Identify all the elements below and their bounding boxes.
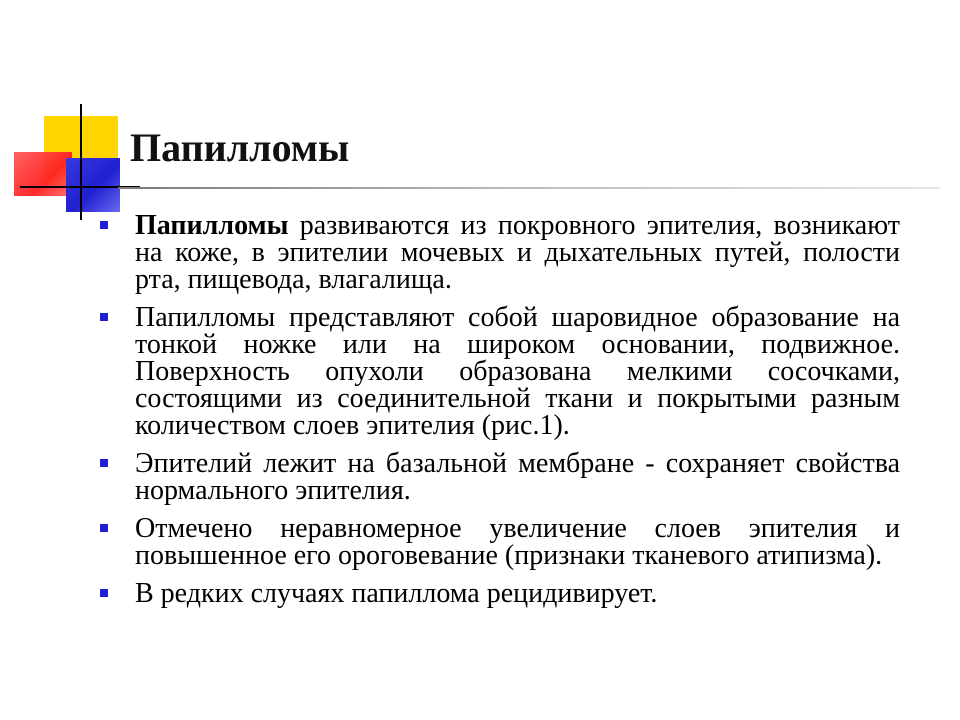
square-bullet-icon bbox=[100, 459, 108, 467]
slide-title: Папилломы bbox=[130, 125, 350, 170]
bullet-lead-term: Папилломы bbox=[135, 210, 289, 241]
bullet-item bbox=[100, 450, 900, 504]
square-bullet-icon bbox=[100, 589, 108, 597]
bullet-text: Папилломы представляют собой шаровидное образование на тонкой ножке или на широком основании, подвижное. Поверхность опухоли образована мелкими сосочками, состоящими из соединительной ткани и покрытыми разным количеством слоев эпителия (рис.1). bbox=[135, 302, 900, 441]
square-bullet-icon bbox=[100, 221, 108, 229]
bullet-text: Отмечено неравномерное увеличение слоев эпителия и повышенное его ороговевание (признаки тканевого атипизма). bbox=[135, 513, 900, 571]
decor-blue-square bbox=[66, 158, 120, 212]
bullet-text: Эпителий лежит на базальной мембране - сохраняет свойства нормального эпителия. bbox=[135, 448, 900, 506]
bullet-item bbox=[100, 304, 900, 439]
title-underline bbox=[118, 187, 940, 189]
bullet-list bbox=[100, 212, 900, 618]
bullet-text: развиваются из покровного эпителия, возникают на коже, в эпителии мочевых и дыхательных путей, полости рта, пищевода, влагалища. bbox=[135, 210, 900, 295]
square-bullet-icon bbox=[100, 313, 108, 321]
bullet-item bbox=[100, 212, 900, 293]
bullet-text: В редких случаях папиллома рецидивирует. bbox=[135, 578, 658, 609]
decor-red-square bbox=[14, 152, 72, 196]
bullet-item bbox=[100, 580, 900, 607]
square-bullet-icon bbox=[100, 524, 108, 532]
decor-vertical-line bbox=[80, 104, 82, 220]
bullet-item bbox=[100, 515, 900, 569]
